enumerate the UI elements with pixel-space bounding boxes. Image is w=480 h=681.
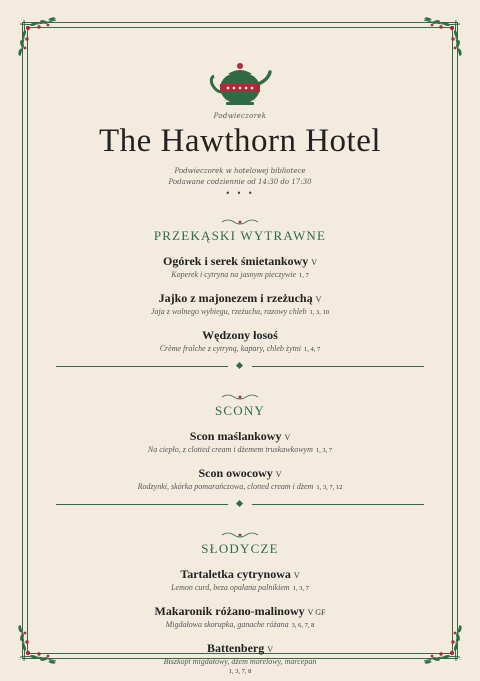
header-kicker: Podwieczorek [213, 112, 267, 120]
allergen-codes: 1, 3, 7, 12 [316, 484, 343, 491]
item-description: Na ciepło, z clotted cream i dżemem truskawkowym [147, 445, 313, 454]
item-description: Migdałowa skorupka, ganache różana [165, 620, 289, 629]
item-description: Koperek i cytryna na jasnym pieczywie [171, 270, 297, 279]
diet-badge: V GF [307, 608, 326, 617]
menu-item [40, 637, 440, 677]
section-title: PRZEKĄSKI WYTRAWNE [153, 228, 327, 243]
item-description: Lemon curd, beza opalana palnikiem [171, 583, 290, 592]
item-name: Makaronik różano-malinowy [154, 604, 305, 618]
section-title: SCONY [214, 403, 266, 418]
menu-item [40, 600, 440, 631]
allergen-codes: 1, 3, 7 [292, 585, 309, 592]
header-subtitle: Podwieczorek w hotelowej bibliotece [174, 167, 306, 175]
section-title: SŁODYCZE [201, 541, 279, 556]
section-scones [40, 393, 440, 509]
menu-item [40, 462, 440, 493]
menu-item [40, 287, 440, 318]
item-name: Battenberg [206, 641, 265, 655]
item-name: Ogórek i serek śmietankowy [163, 254, 309, 268]
header-dots: • • • [225, 189, 255, 198]
menu-item [40, 563, 440, 594]
item-name: Scon owocowy [198, 466, 273, 480]
item-name: Wędzony łosoś [202, 328, 278, 342]
section-savory [40, 218, 440, 371]
diet-badge: V [267, 645, 274, 654]
menu-item [40, 425, 440, 456]
section-ornament-icon [220, 218, 260, 226]
item-description: Biszkopt migdałowy, dżem morelowy, marcepan [163, 657, 317, 666]
item-description: Rodzynki, skórka pomarańczowa, clotted cream i dżem [137, 482, 314, 491]
allergen-codes: 1, 3, 7, 8 [228, 668, 252, 675]
header-hours: Podawane codziennie od 14:30 do 17:30 [168, 178, 312, 186]
diet-badge: V [275, 470, 282, 479]
section-divider [56, 363, 424, 371]
allergen-codes: 3, 6, 7, 8 [291, 622, 315, 629]
teapot-icon [208, 58, 272, 108]
diet-badge: V [315, 295, 322, 304]
diet-badge: V [293, 571, 300, 580]
item-description: Crème fraîche z cytryną, kapary, chleb żytni [159, 344, 302, 353]
section-ornament-icon [220, 531, 260, 539]
section-sweets [40, 531, 440, 677]
item-name: Jajko z majonezem i rzeżuchą [158, 291, 313, 305]
item-name: Tartaletka cytrynowa [180, 567, 291, 581]
allergen-codes: 1, 3, 10 [309, 309, 330, 316]
allergen-codes: 1, 7 [299, 272, 309, 279]
section-ornament-icon [220, 393, 260, 401]
item-name: Scon maślankowy [189, 429, 282, 443]
page-title: The Hawthorn Hotel [98, 123, 382, 159]
allergen-codes: 1, 4, 7 [304, 346, 321, 353]
diet-badge: V [284, 433, 291, 442]
item-description: Jaja z wolnego wybiegu, rzeżucha, razowy chleb [150, 307, 307, 316]
menu-item [40, 250, 440, 281]
section-divider [56, 501, 424, 509]
diet-badge: V [311, 258, 317, 267]
allergen-codes: 1, 3, 7 [315, 447, 333, 454]
menu-item [40, 324, 440, 355]
menu-content [40, 58, 440, 677]
